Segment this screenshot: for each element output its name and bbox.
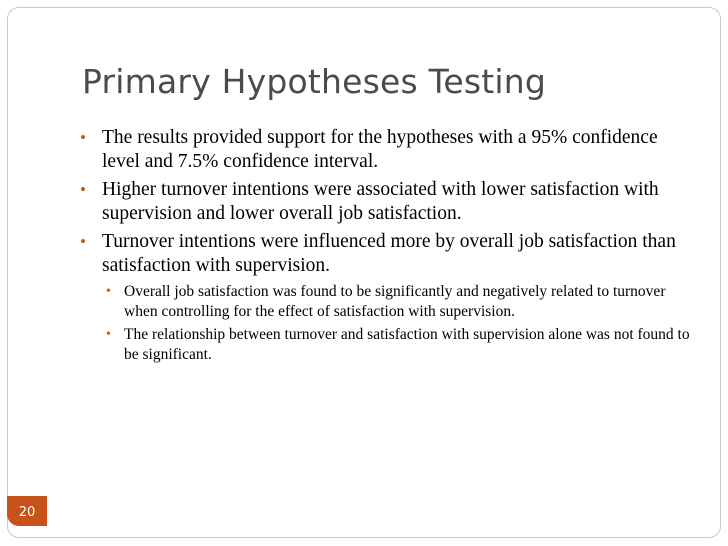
sub-bullet-item-2 [102, 325, 696, 365]
bullet-icon: • [80, 232, 86, 251]
bullet-list [76, 126, 696, 278]
bullet-item-1 [76, 126, 696, 174]
sub-bullet-text: Overall job satisfaction was found to be significantly and negatively related to turnover when controlling for the effect of satisfaction with supervision. [124, 283, 666, 320]
bullet-text: Turnover intentions were influenced more by overall job satisfaction than satisfaction with supervision. [102, 231, 676, 276]
sub-bullet-list [102, 282, 696, 365]
bullet-text: Higher turnover intentions were associated with lower satisfaction with supervision and lower overall job satisfaction. [102, 179, 659, 224]
slide-title: Primary Hypotheses Testing [82, 62, 547, 101]
bullet-icon: • [106, 284, 111, 299]
bullet-text: The results provided support for the hypotheses with a 95% confidence level and 7.5% confidence interval. [102, 127, 658, 172]
bullet-item-3 [76, 230, 696, 278]
slide-content [76, 126, 696, 368]
bullet-icon: • [80, 128, 86, 147]
slide-number-badge: 20 [7, 496, 47, 526]
sub-bullet-item-1 [102, 282, 696, 322]
bullet-icon: • [106, 327, 111, 342]
bullet-item-2 [76, 178, 696, 226]
sub-bullet-text: The relationship between turnover and satisfaction with supervision alone was not found to be significant. [124, 326, 690, 363]
bullet-icon: • [80, 180, 86, 199]
